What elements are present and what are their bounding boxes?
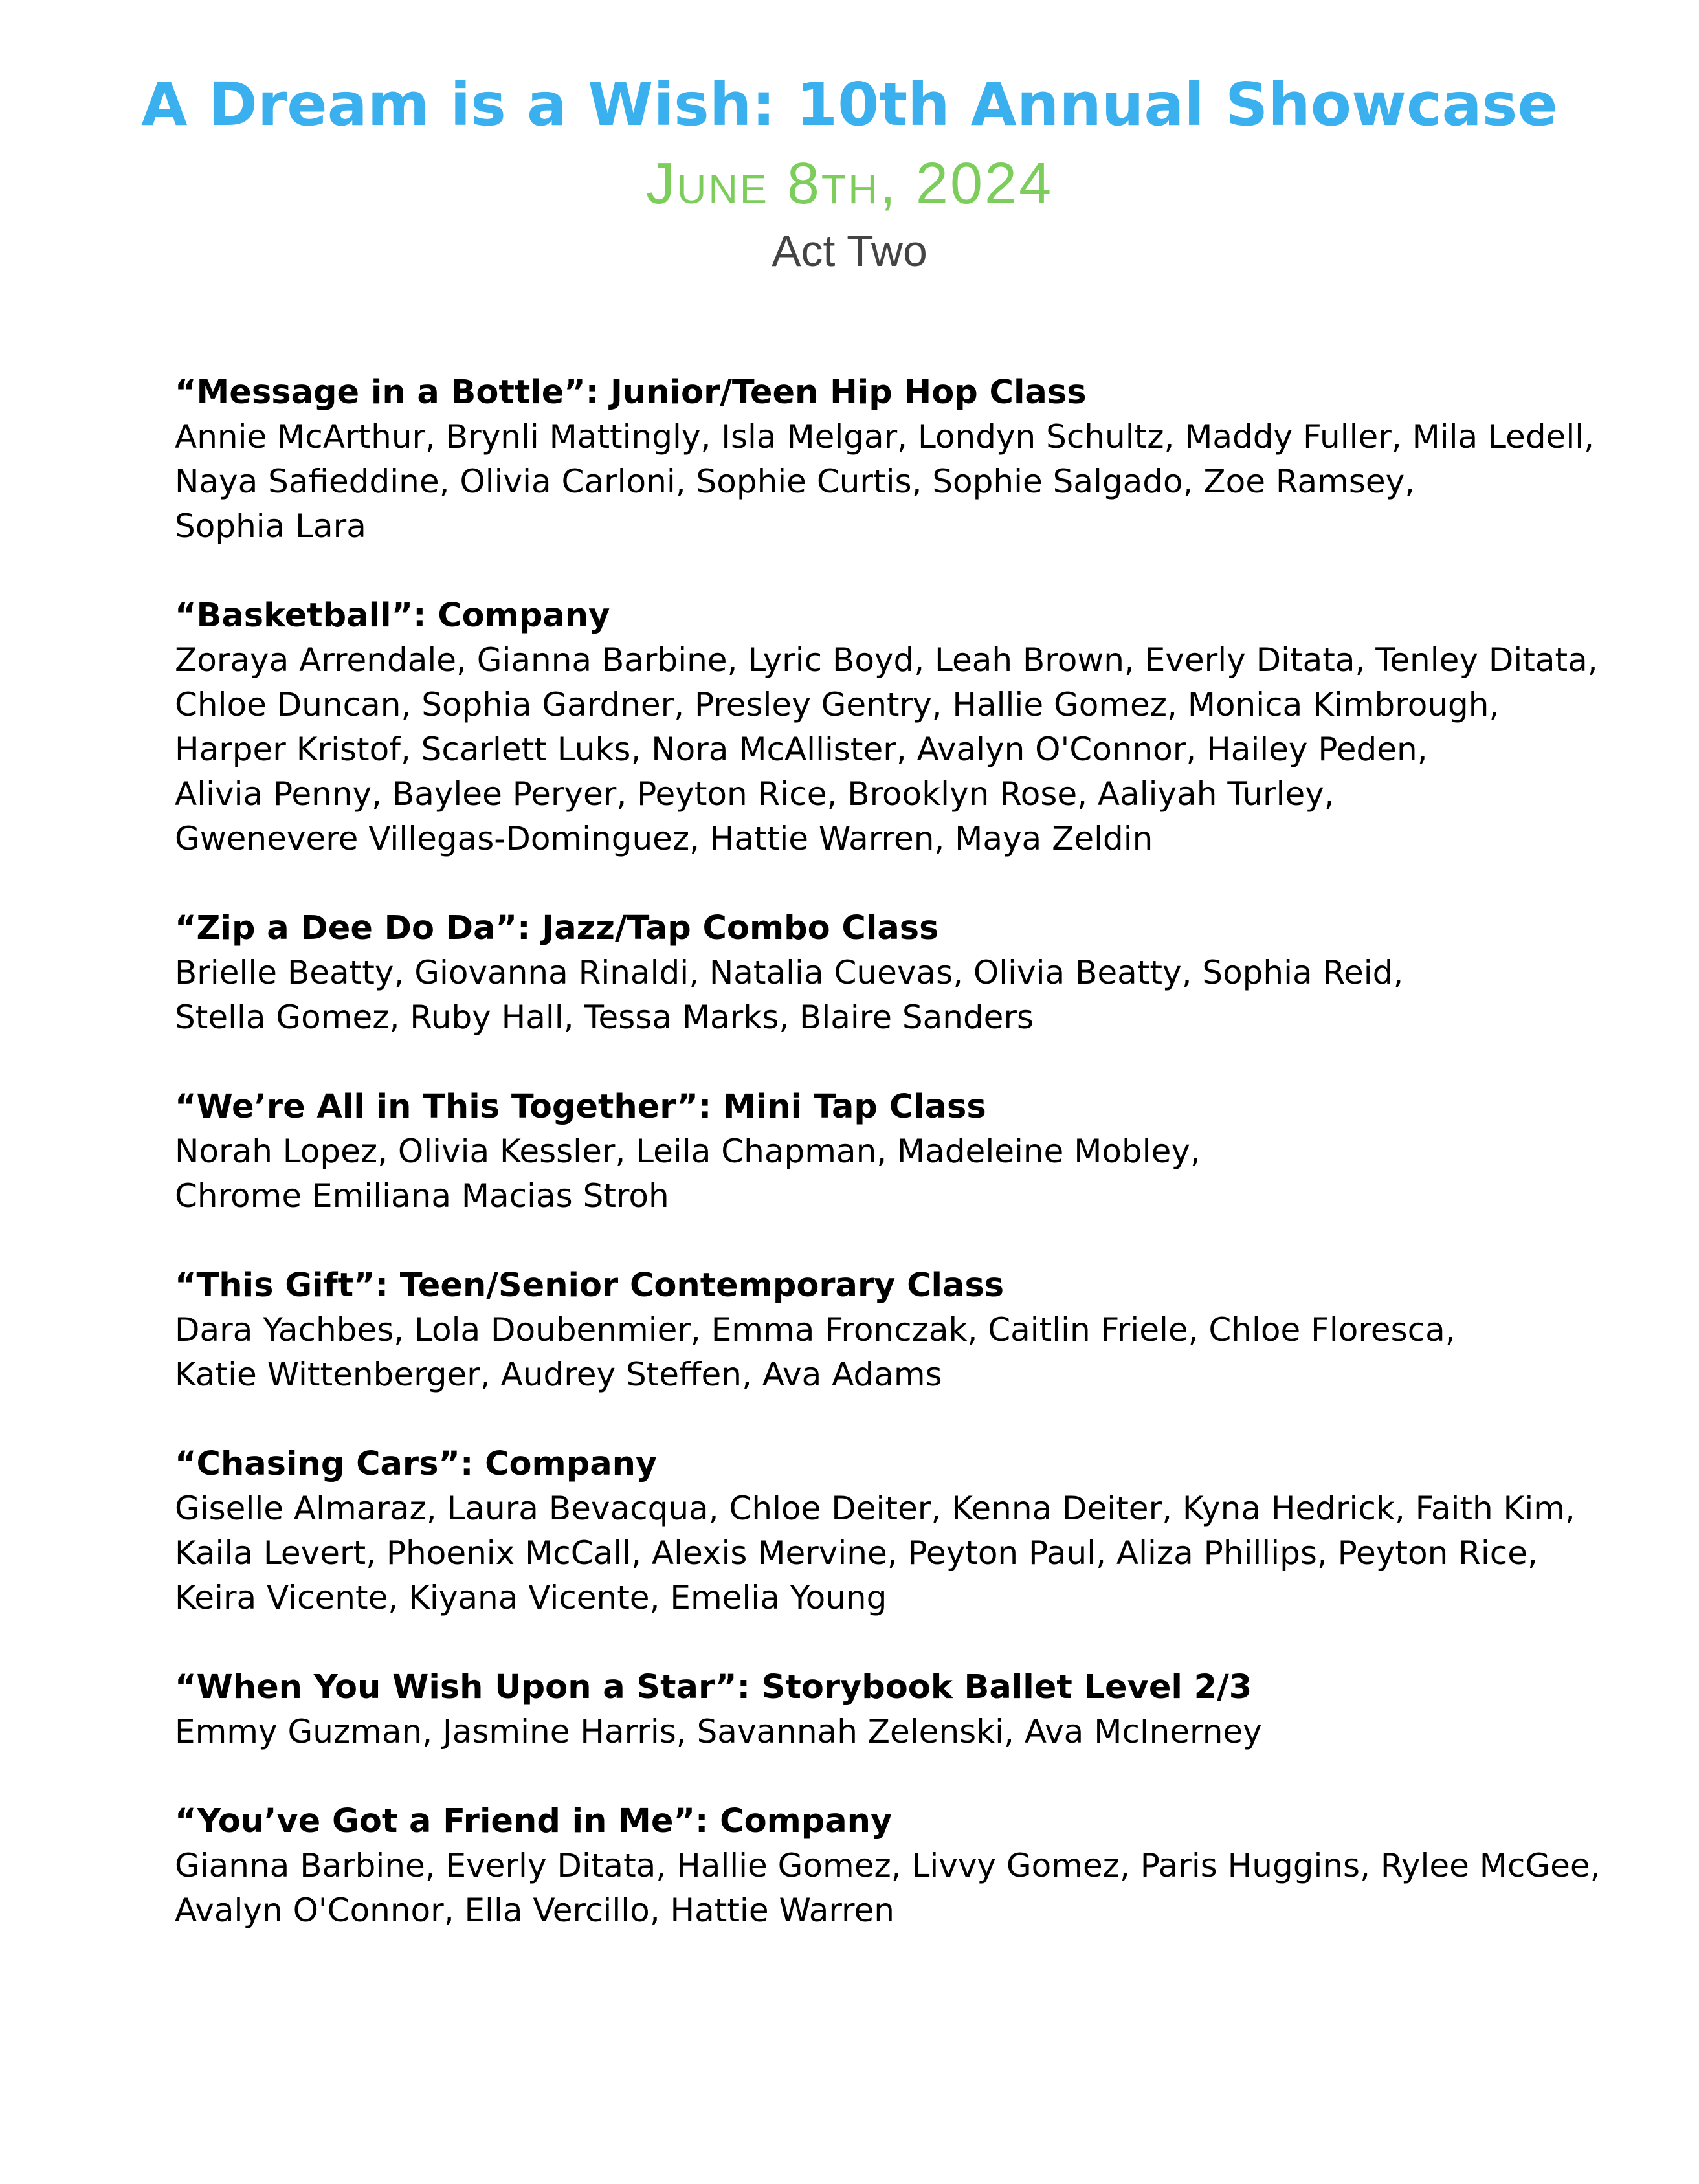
cast-line: Naya Safieddine, Olivia Carloni, Sophie Curtis, Sophie Salgado, Zoe Ramsey, bbox=[175, 463, 1416, 500]
program-list bbox=[175, 370, 1599, 1978]
program-header bbox=[0, 62, 1699, 282]
piece-6 bbox=[175, 1442, 1599, 1620]
piece-1 bbox=[175, 370, 1599, 549]
cast-line: Stella Gomez, Ruby Hall, Tessa Marks, Blaire Sanders bbox=[175, 998, 1034, 1036]
piece-title: “When You Wish Upon a Star”: Storybook Ballet Level 2/3 bbox=[175, 1668, 1252, 1706]
piece-title: “You’ve Got a Friend in Me”: Company bbox=[175, 1802, 893, 1840]
cast-line: Dara Yachbes, Lola Doubenmier, Emma Fronczak, Caitlin Friele, Chloe Floresca, bbox=[175, 1311, 1456, 1349]
piece-2 bbox=[175, 593, 1599, 861]
showcase-title: A Dream is a Wish: 10th Annual Showcase bbox=[141, 70, 1558, 139]
cast-line: Katie Wittenberger, Audrey Steffen, Ava Adams bbox=[175, 1356, 942, 1393]
piece-title: “Message in a Bottle”: Junior/Teen Hip Hop Class bbox=[175, 373, 1087, 412]
cast-line: Giselle Almaraz, Laura Bevacqua, Chloe Deiter, Kenna Deiter, Kyna Hedrick, Faith Kim, bbox=[175, 1490, 1575, 1527]
piece-8 bbox=[175, 1799, 1599, 1933]
piece-5 bbox=[175, 1263, 1599, 1397]
cast-line: Harper Kristof, Scarlett Luks, Nora McAllister, Avalyn O'Connor, Hailey Peden, bbox=[175, 731, 1428, 768]
piece-3 bbox=[175, 906, 1599, 1040]
cast-line: Zoraya Arrendale, Gianna Barbine, Lyric Boyd, Leah Brown, Everly Ditata, Tenley Ditata, bbox=[175, 641, 1598, 679]
showcase-date: June 8th, 2024 bbox=[645, 151, 1054, 216]
piece-title: “Chasing Cars”: Company bbox=[175, 1445, 658, 1483]
piece-title: “We’re All in This Together”: Mini Tap Class bbox=[175, 1088, 986, 1126]
cast-line: Sophia Lara bbox=[175, 507, 366, 545]
cast-line: Gianna Barbine, Everly Ditata, Hallie Gomez, Livvy Gomez, Paris Huggins, Rylee McGee, bbox=[175, 1847, 1601, 1884]
cast-line: Emmy Guzman, Jasmine Harris, Savannah Zelenski, Ava McInerney bbox=[175, 1713, 1262, 1750]
cast-line: Chloe Duncan, Sophia Gardner, Presley Gentry, Hallie Gomez, Monica Kimbrough, bbox=[175, 686, 1500, 723]
cast-line: Gwenevere Villegas-Dominguez, Hattie Warren, Maya Zeldin bbox=[175, 820, 1153, 857]
piece-4 bbox=[175, 1085, 1599, 1219]
cast-line: Brielle Beatty, Giovanna Rinaldi, Natalia Cuevas, Olivia Beatty, Sophia Reid, bbox=[175, 954, 1404, 991]
cast-line: Norah Lopez, Olivia Kessler, Leila Chapman, Madeleine Mobley, bbox=[175, 1132, 1201, 1170]
piece-title: “Zip a Dee Do Da”: Jazz/Tap Combo Class bbox=[175, 909, 939, 947]
act-label: Act Two bbox=[772, 226, 927, 276]
cast-line: Alivia Penny, Baylee Peryer, Peyton Rice, Brooklyn Rose, Aaliyah Turley, bbox=[175, 775, 1335, 813]
piece-7 bbox=[175, 1665, 1599, 1754]
cast-line: Kaila Levert, Phoenix McCall, Alexis Mervine, Peyton Paul, Aliza Phillips, Peyton Rice, bbox=[175, 1534, 1538, 1572]
cast-line: Annie McArthur, Brynli Mattingly, Isla Melgar, Londyn Schultz, Maddy Fuller, Mila Ledell, bbox=[175, 418, 1594, 456]
cast-line: Chrome Emiliana Macias Stroh bbox=[175, 1177, 669, 1215]
piece-title: “Basketball”: Company bbox=[175, 597, 610, 635]
cast-line: Avalyn O'Connor, Ella Vercillo, Hattie Warren bbox=[175, 1892, 894, 1929]
piece-title: “This Gift”: Teen/Senior Contemporary Class bbox=[175, 1266, 1005, 1305]
cast-line: Keira Vicente, Kiyana Vicente, Emelia Young bbox=[175, 1579, 887, 1616]
